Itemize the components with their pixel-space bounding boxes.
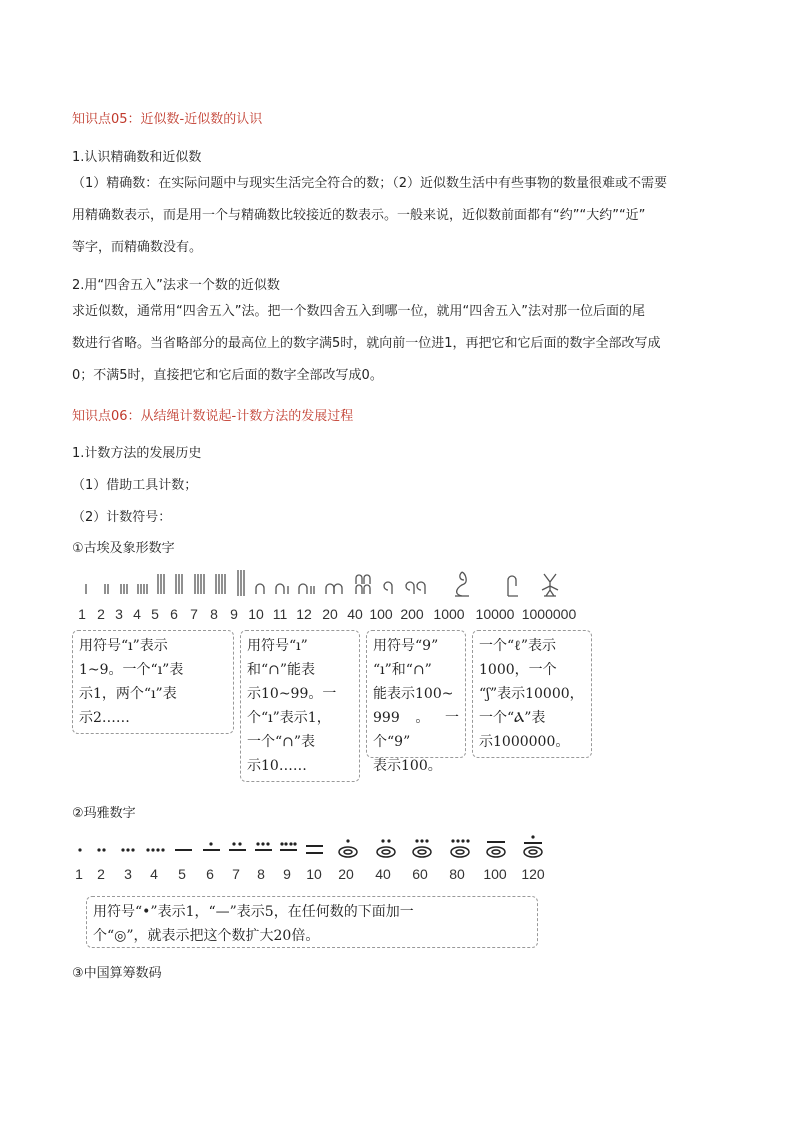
kp06-heading-1: 1.计数方法的发展历史: [72, 446, 202, 461]
egypt-number: 2: [97, 606, 105, 622]
egypt-box-3-line: 用符号“9”: [373, 638, 439, 654]
egypt-box-2: [240, 630, 360, 782]
maya-number: 100: [483, 866, 507, 882]
egypt-box-2-line: 示10~99。一: [247, 686, 337, 702]
egypt-number: 9: [230, 606, 238, 622]
maya-box-line: 用符号“•”表示1，“—”表示5，在任何数的下面加一: [93, 904, 414, 920]
maya-number: 80: [449, 866, 465, 882]
egypt-number: 5: [151, 606, 159, 622]
egypt-number: 40: [347, 606, 363, 622]
egypt-box-2-line: 用符号“ı”: [247, 638, 308, 654]
egypt-box-4-line: 一个“ℓ”表示: [479, 638, 557, 654]
egypt-box-3-line: “ı”和“∩”: [373, 662, 432, 678]
kp06-step-2: （2）计数符号：: [72, 510, 172, 525]
egyptian-number-row: [72, 606, 578, 622]
egypt-number: 8: [210, 606, 218, 622]
maya-number-row: [72, 866, 552, 882]
maya-number: 2: [97, 866, 105, 882]
egypt-number: 12: [296, 606, 312, 622]
egypt-box-2-line: 一个“∩”表: [247, 734, 316, 750]
egypt-box-2-line: 个“ı”表示1，: [247, 710, 331, 726]
egypt-box-1-line: 示2……: [79, 710, 130, 726]
maya-number: 3: [124, 866, 132, 882]
egypt-number: 1000000: [521, 606, 577, 622]
maya-number: 7: [232, 866, 240, 882]
maya-number: 1: [75, 866, 83, 882]
egypt-number: 200: [400, 606, 424, 622]
egypt-box-3: [366, 630, 466, 774]
maya-number: 9: [283, 866, 291, 882]
kp05-line-1: （1）精确数：在实际问题中与现实生活完全符合的数；（2）近似数生活中有些事物的数量很难或不需要: [72, 176, 668, 191]
maya-number: 10: [306, 866, 322, 882]
egypt-number: 4: [133, 606, 141, 622]
kp05-line-5: 数进行省略。当省略部分的最高位上的数字满5时，就向前一位进1，再把它和它后面的数字全部改写成: [72, 336, 661, 351]
kp05-line-6: 0；不满5时，直接把它和它后面的数字全部改写成0。: [72, 368, 383, 383]
egypt-box-1: [72, 630, 234, 734]
egypt-box-4-line: 1000，一个: [479, 662, 557, 678]
maya-number: 40: [375, 866, 391, 882]
kp05-line-3: 等字，而精确数没有。: [72, 240, 203, 255]
maya-number: 5: [178, 866, 186, 882]
egypt-box-2-line: 和“∩”能表: [247, 662, 316, 678]
kp06-step-1: （1）借助工具计数；: [72, 478, 198, 493]
maya-number: 4: [150, 866, 158, 882]
maya-number: 120: [521, 866, 545, 882]
egypt-box-3-line: 能表示100~: [373, 686, 454, 702]
egypt-number: 1: [78, 606, 86, 622]
maya-number: 60: [412, 866, 428, 882]
maya-box: [86, 896, 538, 948]
maya-title: ②玛雅数字: [72, 806, 136, 821]
maya-number: 20: [338, 866, 354, 882]
kp06-title: 知识点06：从结绳计数说起-计数方法的发展过程: [72, 409, 354, 424]
maya-number: 6: [206, 866, 214, 882]
egypt-number: 10000: [475, 606, 515, 622]
egypt-box-4-line: 示1000000。: [479, 734, 570, 750]
kp05-line-2: 用精确数表示，而是用一个与精确数比较接近的数表示。一般来说，近似数前面都有“约”“大约”“近”: [72, 208, 646, 223]
maya-numeral-glyphs: [72, 832, 552, 864]
egypt-box-4: [472, 630, 592, 758]
egypt-box-2-line: 示10……: [247, 758, 307, 774]
china-title: ③中国算筹数码: [72, 966, 162, 981]
egypt-number: 1000: [433, 606, 465, 622]
kp05-line-4: 求近似数，通常用“四舍五入”法。把一个数四舍五入到哪一位，就用“四舍五入”法对那一位后面的尾: [72, 304, 645, 319]
egypt-number: 3: [115, 606, 123, 622]
egypt-number: 100: [369, 606, 393, 622]
egypt-box-1-line: 1~9。一个“ı”表: [79, 662, 184, 678]
maya-number: 8: [257, 866, 265, 882]
kp05-paragraph-2: [72, 296, 661, 392]
egypt-box-1-line: 用符号“ı”表示: [79, 638, 168, 654]
egypt-box-4-line: “ʃ”表示10000，: [479, 686, 584, 702]
egypt-number: 20: [322, 606, 338, 622]
maya-box-line: 个“◎”，就表示把这个数扩大20倍。: [93, 928, 320, 944]
kp05-heading-2: 2.用“四舍五入”法求一个数的近似数: [72, 278, 280, 293]
egypt-box-3-line: 表示100。: [373, 758, 442, 774]
egypt-box-3-line: 999。一个“9”: [373, 710, 459, 750]
egypt-box-1-line: 示1，两个“ı”表: [79, 686, 177, 702]
kp05-title: 知识点05：近似数-近似数的认识: [72, 112, 263, 127]
egypt-number: 7: [190, 606, 198, 622]
kp05-paragraph: [72, 168, 667, 264]
egyptian-numeral-glyphs: [72, 568, 592, 602]
egypt-box-4-line: 一个“Ⲁ”表: [479, 710, 546, 726]
egypt-title: ①古埃及象形数字: [72, 541, 175, 556]
kp05-heading-1: 1.认识精确数和近似数: [72, 150, 202, 165]
egypt-number: 6: [170, 606, 178, 622]
egypt-number: 11: [272, 606, 288, 622]
egypt-number: 10: [248, 606, 264, 622]
